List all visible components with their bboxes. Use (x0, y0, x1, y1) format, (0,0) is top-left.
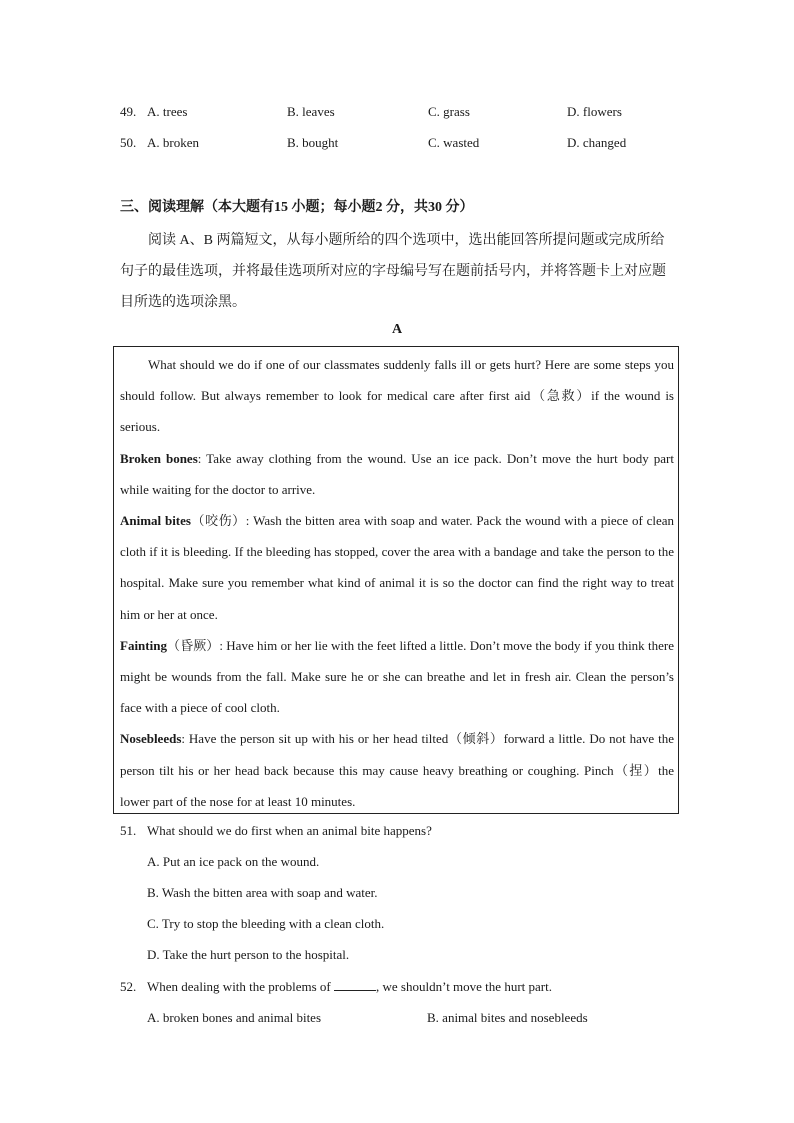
section-instructions (120, 225, 678, 318)
item-term: Broken bones (120, 450, 198, 466)
item-term: Fainting (120, 637, 167, 653)
passage-item-broken-bones (120, 443, 674, 505)
question-number: 51. (120, 823, 137, 838)
question-number: 49. (120, 104, 137, 119)
question-number: 50. (120, 135, 137, 150)
answer-blank (334, 980, 376, 991)
option-d: D. flowers (567, 104, 622, 119)
question-51 (0, 823, 794, 841)
item-term: Nosebleeds (120, 731, 182, 747)
passage-body (120, 349, 674, 817)
passage-item-animal-bites (120, 505, 674, 630)
option-a: A. broken (147, 135, 199, 150)
item-text: （昏厥）: Have him or her lie with the feet lifted a little. Don’t move the body if you think there might be wounds from the fall. Make sure he or she can breathe and let in fresh air. Clean the person’s face with a piece of cool cloth. (120, 637, 674, 716)
question-text (147, 979, 552, 995)
choice-b: B. Wash the bitten area with soap and water. (147, 885, 378, 900)
option-a: A. trees (147, 104, 188, 119)
item-text: : Take away clothing from the wound. Use an ice pack. Don’t move the hurt body part while waiting for the doctor to arrive. (120, 450, 674, 497)
instructions-text: 阅读 A、B 两篇短文，从每小题所给的四个选项中，选出能回答所提问题或完成所给句子的最佳选项，并将最佳选项所对应的字母编号写在题前括号内，并将答题卡上对应题目所选的选项涂黑。 (120, 233, 666, 310)
item-text: （咬伤）: Wash the bitten area with soap and water. Pack the wound with a piece of clean cloth if it is bleeding. If the bleeding has stopped, cover the area with a bandage and take the person to the hospital. Make sure you remember what kind of animal it is so the doctor can find the right way to treat him or her at once. (120, 513, 675, 622)
option-b: B. leaves (287, 104, 335, 119)
option-c: C. grass (428, 104, 470, 119)
choice-a: A. broken bones and animal bites (147, 1010, 322, 1025)
section-title: 三、阅读理解（本大题有15 小题；每小题2 分，共30 分） (120, 200, 474, 215)
choice-d: D. Take the hurt person to the hospital. (147, 947, 350, 962)
item-text: : Have the person sit up with his or her head tilted（倾斜）forward a little. Do not have the person tilt his or her head back because this may cause heavy breathing or coughing. Pinch（捏）the lower part of the nose for at least 10 minutes. (120, 731, 674, 809)
question-50-row (120, 135, 680, 153)
passage-item-nosebleeds (120, 723, 674, 817)
question-49-row (120, 104, 680, 122)
option-b: B. bought (287, 135, 339, 150)
choice-b: B. animal bites and nosebleeds (427, 1010, 588, 1025)
option-c: C. wasted (428, 135, 480, 150)
item-term: Animal bites (120, 513, 191, 529)
question-number: 52. (120, 979, 137, 994)
choice-a: A. Put an ice pack on the wound. (147, 854, 320, 869)
question-text-before: When dealing with the problems of (147, 979, 335, 994)
passage-letter: A (391, 322, 403, 337)
question-text: What should we do first when an animal bite happens? (147, 823, 432, 838)
choice-c: C. Try to stop the bleeding with a clean cloth. (147, 916, 385, 931)
passage-item-fainting (120, 630, 674, 724)
passage-intro: What should we do if one of our classmates suddenly falls ill or gets hurt? Here are some steps you should follow. But always remember to look for medical care after first aid（急救）if the wound is serious. (120, 357, 674, 435)
option-d: D. changed (567, 135, 627, 150)
question-52 (0, 979, 794, 997)
question-text-after: , we shouldn’t move the hurt part. (376, 979, 552, 994)
passage-box (113, 346, 679, 814)
